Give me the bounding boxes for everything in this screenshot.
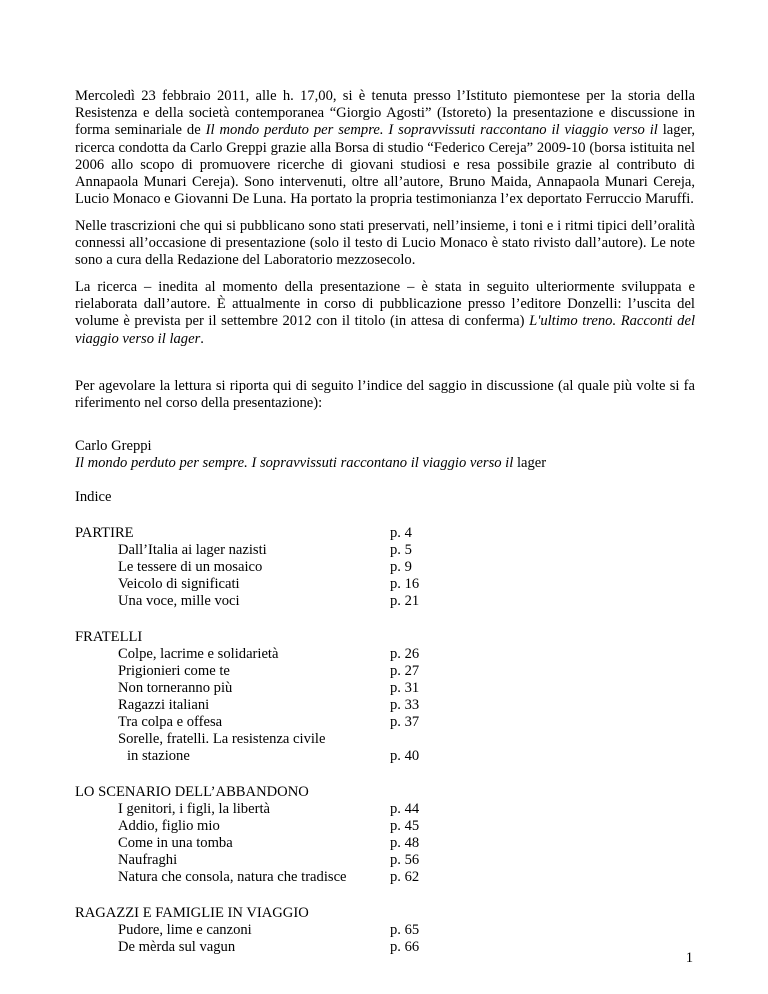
- toc-entry: Natura che consola, natura che tradisce: [118, 869, 347, 885]
- toc-entry: Pudore, lime e canzoni: [118, 922, 252, 938]
- research-paragraph: [75, 279, 695, 348]
- toc-page-number: p. 27: [390, 663, 420, 679]
- intro-paragraph: [75, 88, 695, 208]
- research-new-title: L'ultimo treno. Racconti del viaggio verso il lager: [75, 313, 696, 347]
- toc-page-number: p. 9: [390, 559, 412, 575]
- toc-entry-continuation: in stazione: [127, 748, 190, 764]
- toc-entry: Naufraghi: [118, 852, 178, 868]
- intro-text-end: lager, ricerca condotta da Carlo Greppi grazie alla Borsa di studio “Federico Cereja” 2009-10 (borsa istituita nel 2006 allo scopo di promuovere ricerche di giovani studiosi e resa possibile grazie al contributo di Annapaola Munari Cereja). Sono intervenuti, oltre all’autore, Bruno Maida, Annapaola Munari Cereja, Lucio Monaco e Giovanni De Luna. Ha portato la propria testimonianza l’ex deportato Ferruccio Maruffi.: [75, 122, 695, 208]
- research-text: La ricerca – inedita al momento della presentazione – è stata in seguito ulteriormente sviluppata e rielaborata dall’autore. È attualmente in corso di pubblicazione presso l’editore Donzelli: l’uscita del volume è prevista per il settembre 2012 con il titolo (in attesa di conferma): [75, 279, 695, 330]
- toc-entry: Una voce, mille voci: [118, 593, 240, 609]
- toc-page-number: p. 16: [390, 576, 420, 592]
- toc-page-number: p. 21: [390, 593, 420, 609]
- toc-page-number: p. 62: [390, 869, 420, 885]
- toc-section-ragazzi: RAGAZZI E FAMIGLIE IN VIAGGIO: [75, 905, 309, 921]
- toc-page-number: p. 26: [390, 646, 420, 662]
- toc-entry: Ragazzi italiani: [118, 697, 210, 713]
- toc-page-number: p. 48: [390, 835, 420, 851]
- intro-book-title: Il mondo perduto per sempre. I sopravvissuti raccontano il viaggio verso il: [205, 122, 658, 139]
- toc-entry: Veicolo di significati: [118, 576, 240, 592]
- toc-page-number: p. 40: [390, 748, 420, 764]
- toc-section-partire: PARTIRE: [75, 525, 134, 541]
- toc-page-number: p. 56: [390, 852, 420, 868]
- book-title-italic: Il mondo perduto per sempre. I sopravvissuti raccontano il viaggio verso il: [75, 455, 514, 471]
- reading-note-paragraph: Per agevolare la lettura si riporta qui di seguito l’indice del saggio in discussione (al quale più volte si fa riferimento nel corso della presentazione):: [75, 378, 695, 412]
- toc-page-number: p. 4: [390, 525, 412, 541]
- toc-entry: Dall’Italia ai lager nazisti: [118, 542, 267, 558]
- toc-page-number: p. 45: [390, 818, 420, 834]
- toc-entry: Prigionieri come te: [118, 663, 230, 679]
- toc-entry: Sorelle, fratelli. La resistenza civile: [118, 731, 326, 747]
- author-line: Carlo Greppi: [75, 438, 152, 454]
- toc-entry: Come in una tomba: [118, 835, 233, 851]
- index-label: Indice: [75, 489, 112, 505]
- toc-entry: Tra colpa e offesa: [118, 714, 223, 730]
- toc-page-number: p. 66: [390, 939, 420, 955]
- toc-page-number: p. 37: [390, 714, 420, 730]
- toc-entry: Non torneranno più: [118, 680, 233, 696]
- transcription-paragraph: Nelle trascrizioni che qui si pubblicano sono stati preservati, nell’insieme, i toni e i ritmi tipici dell’oralità connessi all’occasione di presentazione (solo il testo di Lucio Monaco è stato rivisto dall’autore). Le note sono a cura della Redazione del Laboratorio mezzosecolo.: [75, 218, 695, 269]
- toc-entry: I genitori, i figli, la libertà: [118, 801, 270, 817]
- toc-section-fratelli: FRATELLI: [75, 629, 143, 645]
- toc-page-number: p. 65: [390, 922, 420, 938]
- toc-page-number: p. 31: [390, 680, 420, 696]
- toc-entry: Le tessere di un mosaico: [118, 559, 263, 575]
- toc-page-number: p. 44: [390, 801, 420, 817]
- page-number: 1: [685, 950, 693, 966]
- toc-page-number: p. 33: [390, 697, 420, 713]
- book-title-lager: lager: [513, 455, 547, 471]
- toc-entry: De mèrda sul vagun: [118, 939, 236, 955]
- book-title-line: [75, 455, 546, 472]
- toc-page-number: p. 5: [390, 542, 412, 558]
- toc-entry: Addio, figlio mio: [118, 818, 220, 834]
- intro-text-start: Mercoledì 23 febbraio 2011, alle h. 17,00, si è tenuta presso l’Istituto piemontese per la storia della Resistenza e della società contemporanea “Giorgio Agosti” (Istoreto) la presentazione e discussione in forma seminariale de: [75, 88, 695, 139]
- research-text-end: .: [200, 330, 204, 347]
- toc-section-scenario: LO SCENARIO DELL’ABBANDONO: [75, 784, 309, 800]
- toc-entry: Colpe, lacrime e solidarietà: [118, 646, 279, 662]
